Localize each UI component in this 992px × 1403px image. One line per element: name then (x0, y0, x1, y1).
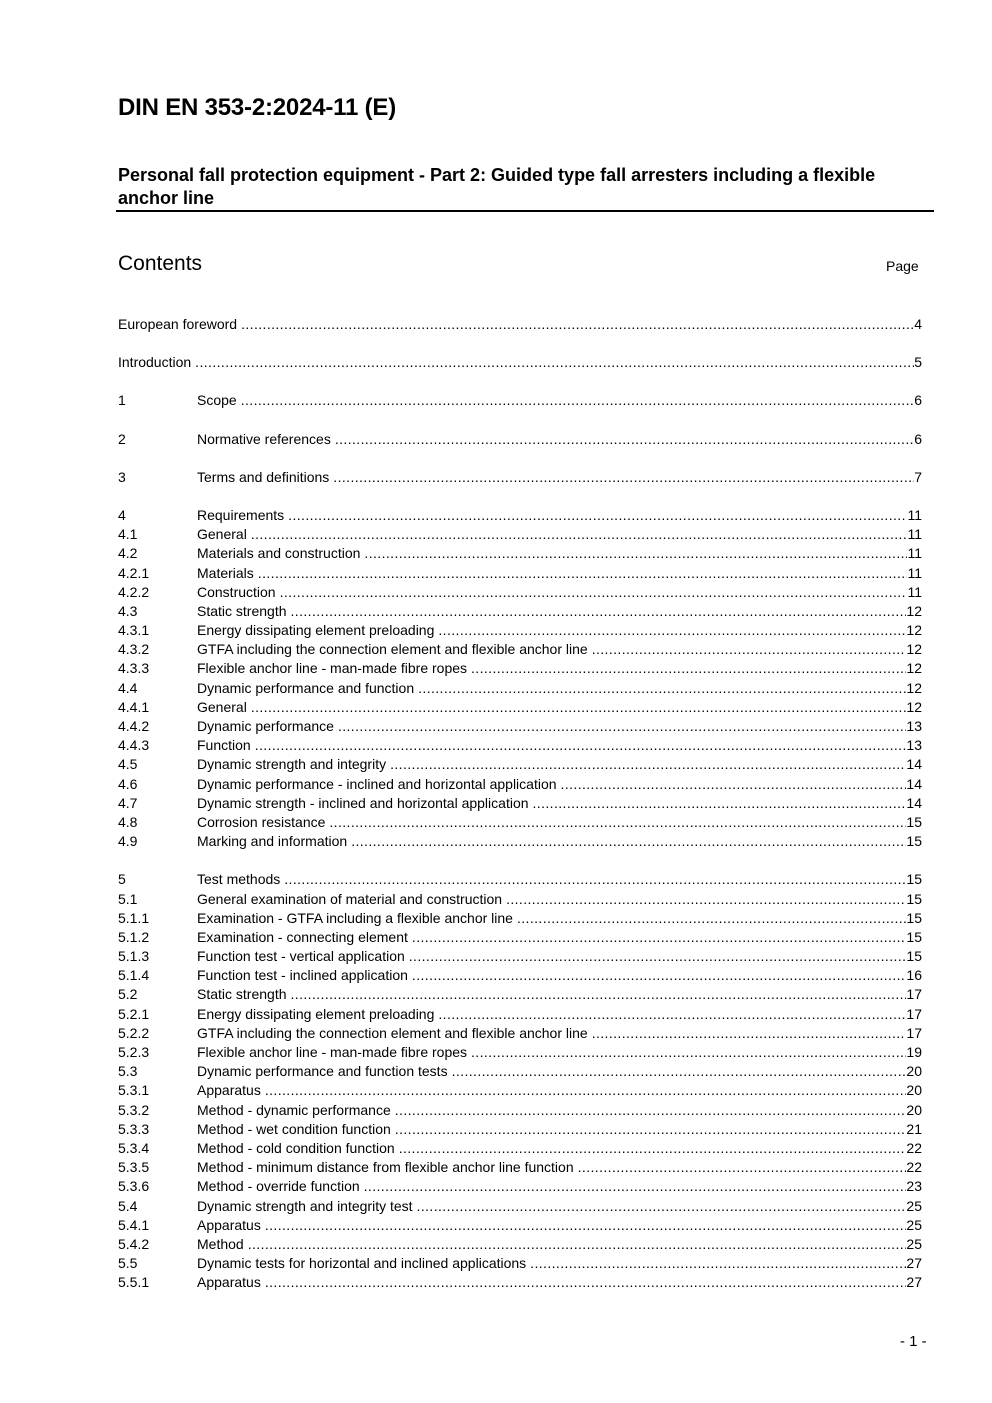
toc-entry-title: Terms and definitions (197, 468, 330, 485)
toc-entry-title: Method - minimum distance from flexible anchor line function (197, 1159, 574, 1176)
toc-entry-title: Construction (197, 583, 276, 600)
toc-dot-leader (418, 680, 906, 696)
toc-entry-number: 5.3.1 (118, 1082, 150, 1099)
toc-entry-number: 5.2.1 (118, 1005, 150, 1022)
toc-entry-page: 13 (906, 737, 922, 754)
toc-entry[interactable] (118, 565, 922, 584)
toc-dot-leader (399, 1140, 907, 1156)
toc-dot-leader (195, 354, 914, 370)
toc-entry-title: Flexible anchor line - man-made fibre ropes (197, 660, 468, 677)
toc-entry[interactable] (118, 1140, 922, 1159)
toc-entry[interactable] (118, 1178, 922, 1197)
toc-entry-title: Method (197, 1235, 244, 1252)
toc-entry-page: 11 (907, 526, 922, 543)
toc-entry[interactable] (118, 795, 922, 814)
toc-entry-title: GTFA including the connection element and flexible anchor line (197, 1024, 588, 1041)
toc-dot-leader (364, 1178, 907, 1194)
toc-dot-leader (438, 1006, 906, 1022)
toc-entry[interactable] (118, 641, 922, 660)
toc-entry-page: 15 (906, 948, 922, 965)
toc-entry-title: Scope (197, 392, 237, 409)
toc-entry-page: 11 (907, 545, 922, 562)
toc-dot-leader (412, 967, 907, 983)
toc-entry-number: 4.4.2 (118, 718, 150, 734)
toc-dot-leader (351, 833, 906, 849)
toc-entry-title: Marking and information (197, 833, 348, 850)
toc-entry[interactable] (118, 545, 922, 564)
toc-entry[interactable] (118, 1044, 922, 1063)
toc-entry-page: 15 (906, 833, 922, 850)
toc-entry-number: 5.5.1 (118, 1274, 150, 1291)
toc-dot-leader (329, 814, 906, 830)
toc-entry-title: Normative references (197, 430, 331, 447)
toc-entry-page: 15 (906, 928, 922, 945)
toc-entry[interactable] (118, 660, 922, 679)
toc-entry-page: 19 (906, 1044, 922, 1060)
toc-entry[interactable] (118, 1217, 922, 1236)
toc-entry-title: Function (197, 737, 251, 754)
toc-entry-title: Examination - connecting element (197, 928, 408, 945)
toc-entry-number: 5.1.2 (118, 928, 150, 945)
toc-entry[interactable] (118, 1236, 922, 1255)
toc-entry-page: 12 (906, 679, 922, 696)
toc-entry-title: Corrosion resistance (197, 813, 326, 830)
toc-dot-leader (284, 871, 906, 887)
toc-entry-number: 5.2.3 (118, 1044, 150, 1060)
contents-heading: Contents (118, 252, 203, 275)
toc-entry-page: 15 (906, 813, 922, 830)
toc-entry-title: Energy dissipating element preloading (197, 1005, 435, 1022)
toc-entry-number: 5.1 (118, 890, 138, 907)
toc-entry-title: European foreword (118, 316, 238, 332)
toc-entry-page: 25 (906, 1235, 922, 1252)
footer-page-number: - 1 - (900, 1333, 927, 1350)
toc-entry-title: Materials and construction (197, 545, 361, 562)
toc-entry-number: 5.3.3 (118, 1120, 150, 1137)
toc-entry[interactable] (118, 1121, 922, 1140)
toc-entry[interactable] (118, 316, 922, 335)
toc-dot-leader (265, 1217, 907, 1233)
toc-entry-title: Dynamic performance and function tests (197, 1063, 448, 1080)
toc-entry-page: 5 (914, 354, 922, 371)
toc-entry-number: 5.3 (118, 1063, 138, 1080)
toc-entry[interactable] (118, 986, 922, 1005)
toc-entry-page: 11 (907, 564, 922, 581)
toc-entry-number: 4.4.1 (118, 698, 150, 715)
toc-entry[interactable] (118, 756, 922, 775)
toc-entry-page: 15 (906, 890, 922, 907)
toc-entry[interactable] (118, 469, 922, 488)
toc-entry-number: 4.7 (118, 794, 138, 811)
toc-dot-leader (561, 776, 907, 792)
toc-entry-title: Dynamic performance (197, 718, 334, 734)
toc-entry[interactable] (118, 814, 922, 833)
toc-entry-title: General (197, 698, 247, 715)
toc-entry-page: 15 (906, 909, 922, 926)
toc-entry[interactable] (118, 737, 922, 756)
toc-entry[interactable] (118, 1159, 922, 1178)
toc-entry[interactable] (118, 584, 922, 603)
page-column-label: Page (886, 258, 919, 274)
toc-entry-page: 17 (906, 1024, 922, 1041)
toc-entry-title: Method - override function (197, 1178, 360, 1195)
toc-entry[interactable] (118, 699, 922, 718)
toc-entry-page: 7 (914, 468, 922, 485)
toc-entry[interactable] (118, 929, 922, 948)
toc-entry-page: 20 (906, 1101, 922, 1118)
toc-dot-leader (530, 1255, 906, 1271)
toc-entry[interactable] (118, 776, 922, 795)
toc-entry-title: General examination of material and construction (197, 890, 503, 907)
toc-dot-leader (335, 431, 914, 447)
toc-entry-title: Apparatus (197, 1082, 261, 1099)
toc-entry[interactable] (118, 1274, 922, 1293)
toc-entry-number: 5.1.3 (118, 948, 150, 965)
toc-entry-number: 5.3.2 (118, 1101, 150, 1118)
toc-dot-leader (471, 660, 906, 676)
toc-entry-number: 5.1.4 (118, 967, 150, 984)
toc-entry[interactable] (118, 1006, 922, 1025)
toc-entry[interactable] (118, 680, 922, 699)
toc-entry-page: 6 (914, 430, 922, 447)
toc-entry-number: 5.5 (118, 1255, 138, 1272)
toc-entry-page: 12 (906, 660, 922, 677)
toc-entry-page: 4 (914, 316, 922, 332)
toc-entry-title: Static strength (197, 986, 287, 1003)
toc-entry-number: 3 (118, 468, 126, 485)
toc-entry-number: 4.8 (118, 813, 138, 830)
toc-entry-title: Examination - GTFA including a flexible anchor line (197, 909, 513, 926)
toc-entry-title: Dynamic tests for horizontal and inclined applications (197, 1255, 527, 1272)
toc-entry[interactable] (118, 1102, 922, 1121)
toc-entry-page: 17 (906, 986, 922, 1003)
toc-entry[interactable] (118, 718, 922, 737)
toc-entry-page: 17 (906, 1005, 922, 1022)
document-title: DIN EN 353-2:2024-11 (E) (118, 94, 396, 121)
toc-entry-number: 1 (118, 392, 126, 409)
toc-entry-number: 4 (118, 506, 126, 523)
toc-entry-number: 5.2.2 (118, 1024, 150, 1041)
toc-dot-leader (578, 1159, 907, 1175)
toc-entry-number: 4.2 (118, 545, 138, 562)
toc-entry-page: 14 (906, 756, 922, 773)
toc-entry-page: 27 (906, 1274, 922, 1291)
toc-entry-page: 12 (906, 641, 922, 658)
toc-entry-number: 4.3.2 (118, 641, 150, 658)
toc-entry[interactable] (118, 507, 922, 526)
toc-entry[interactable] (118, 1198, 922, 1217)
toc-dot-leader (280, 584, 908, 600)
toc-dot-leader (338, 718, 906, 734)
toc-entry-page: 25 (906, 1197, 922, 1214)
toc-dot-leader (364, 545, 907, 561)
toc-dot-leader (258, 565, 908, 581)
toc-entry-title: Introduction (118, 354, 192, 371)
toc-entry-page: 16 (906, 967, 922, 984)
toc-entry[interactable] (118, 1025, 922, 1044)
toc-dot-leader (265, 1082, 907, 1098)
toc-entry-title: Dynamic strength - inclined and horizontal application (197, 794, 529, 811)
toc-entry-title: Apparatus (197, 1274, 261, 1291)
toc-dot-leader (395, 1121, 907, 1137)
toc-entry-number: 4.3.1 (118, 622, 150, 639)
title-divider (116, 210, 934, 212)
toc-entry-number: 5.3.6 (118, 1178, 150, 1195)
toc-entry[interactable] (118, 891, 922, 910)
toc-entry[interactable] (118, 392, 922, 411)
toc-entry-page: 12 (906, 622, 922, 639)
toc-entry-title: Dynamic strength and integrity test (197, 1197, 413, 1214)
toc-entry[interactable] (118, 833, 922, 852)
toc-entry[interactable] (118, 622, 922, 641)
toc-entry-number: 5 (118, 871, 126, 888)
toc-dot-leader (517, 910, 906, 926)
toc-entry-title: Flexible anchor line - man-made fibre ropes (197, 1044, 468, 1060)
toc-entry-number: 5.3.5 (118, 1159, 150, 1176)
toc-entry-title: Dynamic performance and function (197, 679, 415, 696)
document-subtitle: Personal fall protection equipment - Part 2: Guided type fall arresters including a flexible anchor line (118, 165, 876, 208)
toc-entry-title: Test methods (197, 871, 281, 888)
toc-dot-leader (251, 699, 907, 715)
toc-entry-number: 4.4.3 (118, 737, 150, 754)
toc-entry-title: GTFA including the connection element and flexible anchor line (197, 641, 588, 658)
toc-dot-leader (412, 929, 907, 945)
toc-entry-page: 22 (906, 1139, 922, 1156)
toc-entry[interactable] (118, 948, 922, 967)
toc-entry-number: 4.4 (118, 679, 138, 696)
toc-entry-title: Energy dissipating element preloading (197, 622, 435, 639)
toc-entry-page: 23 (906, 1178, 922, 1195)
toc-entry-page: 14 (906, 775, 922, 792)
toc-entry-title: General (197, 526, 247, 543)
toc-entry-title: Method - cold condition function (197, 1139, 395, 1156)
toc-dot-leader (438, 622, 906, 638)
toc-entry-number: 4.3.3 (118, 660, 150, 677)
toc-entry-number: 5.4.1 (118, 1216, 150, 1233)
toc-entry-number: 5.1.1 (118, 909, 150, 926)
toc-entry-number: 5.3.4 (118, 1139, 150, 1156)
toc-entry-page: 21 (906, 1120, 922, 1137)
toc-entry-page: 11 (907, 506, 922, 523)
toc-entry-page: 13 (906, 718, 922, 734)
toc-entry[interactable] (118, 431, 922, 450)
toc-entry-page: 22 (906, 1159, 922, 1176)
toc-dot-leader (291, 603, 907, 619)
toc-entry-page: 20 (906, 1063, 922, 1080)
toc-entry-number: 5.4 (118, 1197, 138, 1214)
toc-dot-leader (390, 756, 906, 772)
toc-dot-leader (255, 737, 907, 753)
toc-dot-leader (471, 1044, 906, 1060)
toc-entry-page: 14 (906, 794, 922, 811)
toc-entry-number: 4.6 (118, 775, 138, 792)
toc-entry-number: 2 (118, 430, 126, 447)
toc-entry-title: Static strength (197, 602, 287, 619)
toc-dot-leader (291, 986, 907, 1002)
toc-entry[interactable] (118, 910, 922, 929)
toc-entry-number: 4.2.2 (118, 583, 150, 600)
toc-entry[interactable] (118, 1063, 922, 1082)
toc-dot-leader (417, 1198, 907, 1214)
toc-dot-leader (241, 316, 914, 332)
toc-dot-leader (592, 641, 907, 657)
toc-dot-leader (248, 1236, 907, 1252)
toc-dot-leader (333, 469, 914, 485)
toc-entry-number: 5.2 (118, 986, 138, 1003)
toc-entry-title: Function test - inclined application (197, 967, 408, 984)
toc-dot-leader (409, 948, 907, 964)
toc-dot-leader (592, 1025, 907, 1041)
toc-entry[interactable] (118, 967, 922, 986)
toc-entry-title: Apparatus (197, 1216, 261, 1233)
toc-entry-number: 4.9 (118, 833, 138, 850)
toc-entry[interactable] (118, 526, 922, 545)
toc-entry-title: Method - dynamic performance (197, 1101, 391, 1118)
toc-dot-leader (241, 392, 915, 408)
toc-entry-page: 20 (906, 1082, 922, 1099)
toc-dot-leader (265, 1274, 907, 1290)
toc-entry[interactable] (118, 354, 922, 373)
toc-dot-leader (395, 1102, 907, 1118)
toc-entry[interactable] (118, 1082, 922, 1101)
toc-entry-page: 6 (914, 392, 922, 409)
toc-entry-title: Method - wet condition function (197, 1120, 391, 1137)
toc-entry-title: Dynamic strength and integrity (197, 756, 387, 773)
toc-entry-number: 4.5 (118, 756, 138, 773)
toc-entry-page: 11 (907, 583, 922, 600)
toc-entry-title: Requirements (197, 506, 285, 523)
toc-entry[interactable] (118, 1255, 922, 1274)
toc-entry-number: 4.1 (118, 526, 138, 543)
toc-dot-leader (288, 507, 907, 523)
toc-entry-page: 27 (906, 1255, 922, 1272)
toc-dot-leader (533, 795, 907, 811)
toc-entry-title: Materials (197, 564, 254, 581)
toc-entry-number: 4.2.1 (118, 564, 150, 581)
toc-entry[interactable] (118, 871, 922, 890)
toc-dot-leader (452, 1063, 907, 1079)
toc-entry-page: 25 (906, 1216, 922, 1233)
toc-entry[interactable] (118, 603, 922, 622)
toc-dot-leader (506, 891, 906, 907)
toc-entry-page: 15 (906, 871, 922, 888)
table-of-contents (118, 316, 922, 1293)
toc-entry-page: 12 (906, 698, 922, 715)
toc-entry-title: Dynamic performance - inclined and horizontal application (197, 775, 557, 792)
toc-entry-title: Function test - vertical application (197, 948, 405, 965)
toc-entry-page: 12 (906, 602, 922, 619)
toc-dot-leader (251, 526, 908, 542)
toc-entry-number: 5.4.2 (118, 1235, 150, 1252)
toc-entry-number: 4.3 (118, 602, 138, 619)
